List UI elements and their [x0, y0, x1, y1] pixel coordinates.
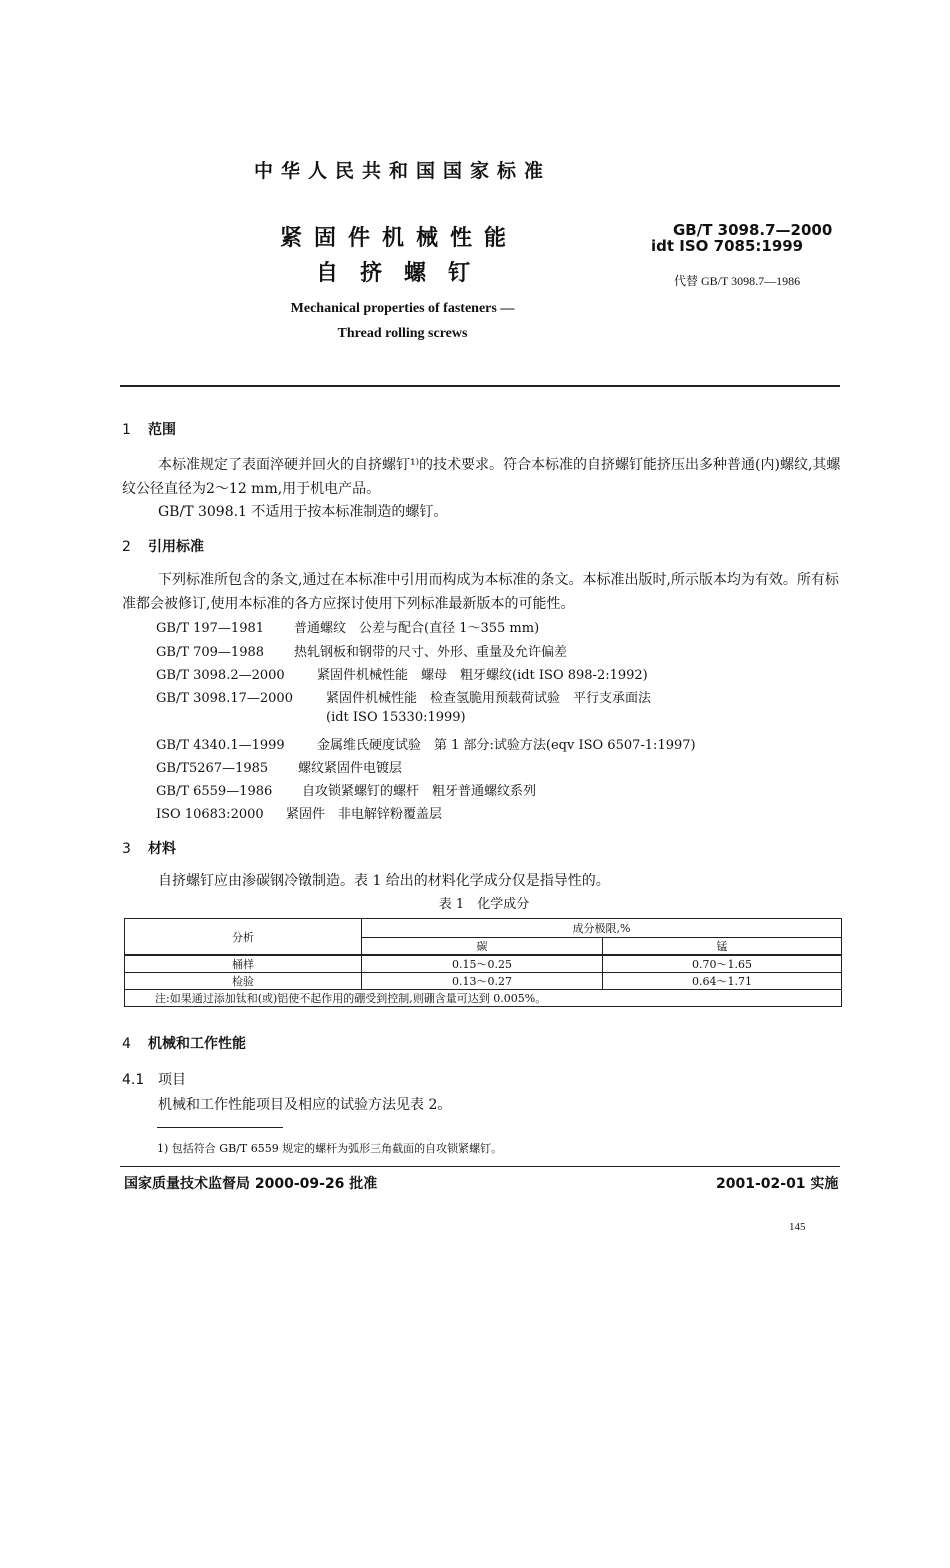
- reference-item: [156, 664, 648, 683]
- reference-code: GB/T 197—1981: [156, 621, 265, 636]
- table-header-limit: 成分极限,%: [362, 919, 842, 938]
- section-title: 引用标准: [148, 539, 204, 555]
- approval-statement: 国家质量技术监督局 2000-09-26 批准: [124, 1176, 378, 1192]
- table-row: [125, 973, 842, 990]
- reference-code: GB/T 4340.1—1999: [156, 738, 285, 753]
- national-standard-heading: 中华人民共和国国家标准: [253, 160, 551, 182]
- reference-title: 紧固件机械性能 检查氢脆用预载荷试验 平行支承面法: [326, 691, 652, 706]
- title-english-line-2: Thread rolling screws: [337, 326, 468, 341]
- table-header-analysis: 分析: [125, 919, 362, 956]
- table-note: 注:如果通过添加钛和(或)铝使不起作用的硼受到控制,则硼含量可达到 0.005%。: [125, 990, 842, 1007]
- section-1-paragraph-1: 本标准规定了表面淬硬并回火的自挤螺钉¹⁾的技术要求。符合本标准的自挤螺钉能挤压出多种普通(内)螺纹,其螺纹公径直径为2～12 mm,用于机电产品。: [122, 457, 841, 497]
- section-number: 3: [122, 841, 131, 857]
- reference-item: [156, 757, 402, 776]
- reference-code: GB/T 709—1988: [156, 645, 265, 660]
- reference-item: [156, 617, 539, 636]
- section-title: 范围: [148, 422, 176, 438]
- reference-title: (idt ISO 15330:1999): [326, 710, 466, 725]
- reference-title: 金属维氏硬度试验 第 1 部分:试验方法(eqv ISO 6507-1:1997): [317, 738, 696, 753]
- page-number: 145: [789, 1221, 806, 1233]
- section-3-heading: [122, 838, 176, 858]
- reference-item: [156, 803, 442, 822]
- reference-title: 自攻锁紧螺钉的螺杆 粗牙普通螺纹系列: [302, 784, 537, 799]
- chemical-composition-table: [124, 918, 842, 1007]
- table-row: [125, 955, 842, 973]
- section-3-paragraph-1: 自挤螺钉应由渗碳钢冷镦制造。表 1 给出的材料化学成分仅是指导性的。: [158, 873, 610, 889]
- table-cell-manganese: 0.64～1.71: [603, 973, 842, 990]
- section-4-1-heading: [122, 1069, 186, 1089]
- section-number: 1: [122, 422, 131, 438]
- reference-code: GB/T 3098.2—2000: [156, 668, 285, 683]
- table-header-carbon: 碳: [362, 938, 603, 956]
- section-2-paragraph-1: 下列标准所包含的条文,通过在本标准中引用而构成为本标准的条文。本标准出版时,所示版本均为有效。所有标准都会被修订,使用本标准的各方应探讨使用下列标准最新版本的可能性。: [122, 572, 839, 612]
- table-cell-label: 检验: [125, 973, 362, 990]
- reference-title: 紧固件 非电解锌粉覆盖层: [286, 807, 443, 822]
- table-cell-manganese: 0.70～1.65: [603, 955, 842, 973]
- reference-title: 热轧钢板和钢带的尺寸、外形、重量及允许偏差: [294, 645, 568, 660]
- section-2-heading: [122, 536, 204, 556]
- standard-number: GB/T 3098.7—2000: [673, 221, 833, 239]
- reference-item: [156, 710, 466, 725]
- identical-iso-number: idt ISO 7085:1999: [651, 237, 804, 255]
- section-4-heading: [122, 1033, 246, 1053]
- implementation-date: 2001-02-01 实施: [716, 1176, 839, 1192]
- reference-code: GB/T 3098.17—2000: [156, 691, 293, 706]
- header-divider: [120, 385, 840, 387]
- table-1-caption: 表 1 化学成分: [438, 897, 530, 912]
- section-title: 机械和工作性能: [148, 1036, 246, 1052]
- section-4-1-paragraph-1: 机械和工作性能项目及相应的试验方法见表 2。: [158, 1097, 452, 1113]
- section-number: 4.1: [122, 1072, 145, 1088]
- reference-code: GB/T 6559—1986: [156, 784, 273, 799]
- title-chinese-line-2: 自挤螺钉: [316, 261, 493, 286]
- section-number: 2: [122, 539, 131, 555]
- reference-code: ISO 10683:2000: [156, 807, 264, 822]
- reference-item: [156, 780, 536, 799]
- section-1-heading: [122, 419, 176, 439]
- reference-item: [156, 687, 651, 706]
- section-1-paragraph-2: GB/T 3098.1 不适用于按本标准制造的螺钉。: [158, 504, 448, 520]
- reference-title: 普通螺纹 公差与配合(直径 1～355 mm): [294, 621, 540, 636]
- footnote-divider: [157, 1127, 283, 1128]
- reference-item: [156, 734, 696, 753]
- replaces-standard: 代替 GB/T 3098.7—1986: [674, 274, 801, 288]
- section-number: 4: [122, 1036, 131, 1052]
- table-cell-carbon: 0.13～0.27: [362, 973, 603, 990]
- reference-title: 螺纹紧固件电镀层: [298, 761, 403, 776]
- table-header-manganese: 锰: [603, 938, 842, 956]
- reference-title: 紧固件机械性能 螺母 粗牙螺纹(idt ISO 898-2:1992): [317, 668, 648, 683]
- section-title: 材料: [148, 841, 176, 857]
- table-cell-label: 桶样: [125, 955, 362, 973]
- footer-divider: [120, 1166, 840, 1167]
- table-cell-carbon: 0.15～0.25: [362, 955, 603, 973]
- reference-item: [156, 641, 567, 660]
- title-english-line-1: Mechanical properties of fasteners —: [290, 301, 515, 316]
- section-title: 项目: [158, 1072, 186, 1088]
- footnote: 1) 包括符合 GB/T 6559 规定的螺杆为弧形三角截面的自攻锁紧螺钉。: [157, 1142, 503, 1155]
- title-chinese-line-1: 紧固件机械性能: [280, 226, 519, 251]
- reference-code: GB/T5267—1985: [156, 761, 269, 776]
